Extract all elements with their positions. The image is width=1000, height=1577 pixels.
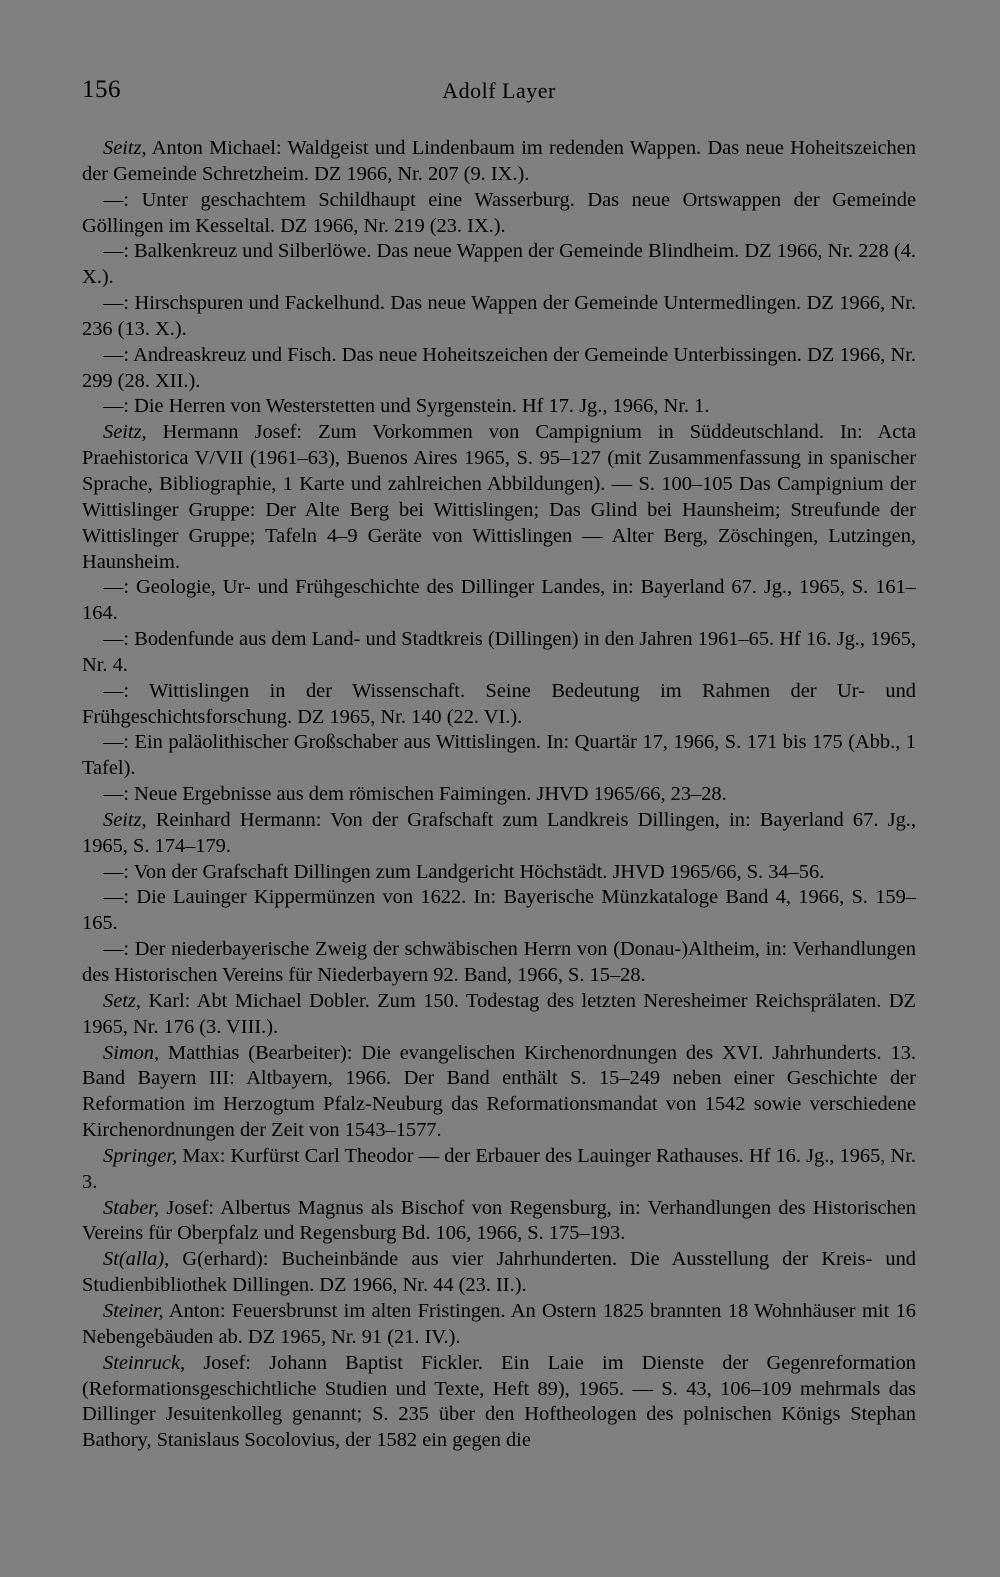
entry-text: Anton Michael: Waldgeist und Lindenbaum im redenden Wappen. Das neue Hoheitszeichen der Gemeinde Schretzheim. DZ 1966, Nr. 207 (9. IX.). [82, 137, 916, 185]
entry-text: Matthias (Bearbeiter): Die evangelischen Kirchenordnungen des XVI. Jahrhunderts. 13. Band Bayern III: Altbayern, 1966. Der Band enthält S. 15–249 neben einer Geschichte der Reformation im Herzogtum Pfalz-Neuburg das Reformationsmandat von 1542 sowie verschiedene Kirchenordnungen der Zeit von 1543–1577. [82, 1041, 916, 1142]
bibliography-entry [82, 188, 916, 240]
bibliography-entry [82, 1144, 916, 1196]
entry-text: Reinhard Hermann: Von der Grafschaft zum Landkreis Dillingen, in: Bayerland 67. Jg., 1965, S. 174–179. [82, 808, 916, 857]
running-head: Adolf Layer [442, 78, 556, 103]
bibliography-entry [82, 239, 916, 291]
bibliography-entry [82, 627, 916, 679]
entry-author: Staber, [103, 1196, 160, 1219]
page-header [82, 76, 916, 110]
bibliography-entry [82, 860, 916, 886]
entry-author: Seitz, [103, 808, 147, 831]
bibliography-entry [82, 343, 916, 395]
bibliography-list [82, 136, 916, 1454]
entry-author: Seitz, [103, 421, 147, 444]
entry-text: —: Die Herren von Westerstetten und Syrgenstein. Hf 17. Jg., 1966, Nr. 1. [103, 395, 710, 418]
entry-author: Simon, [103, 1041, 160, 1064]
entry-author: Seitz, [103, 137, 147, 159]
bibliography-entry [82, 1351, 916, 1454]
entry-author: Steinruck, [103, 1351, 186, 1374]
entry-text: —: Der niederbayerische Zweig der schwäbischen Herrn von (Donau-)Altheim, in: Verhandlungen des Historischen Vereins für Niederbayern 92. Band, 1966, S. 15–28. [82, 938, 916, 986]
bibliography-entry [82, 885, 916, 937]
bibliography-entry [82, 730, 916, 782]
entry-text: —: Ein paläolithischer Großschaber aus Wittislingen. In: Quartär 17, 1966, S. 171 bis 175 (Abb., 1 Tafel). [82, 731, 916, 780]
entry-author: Steiner, [103, 1299, 164, 1322]
page-number: 156 [82, 76, 121, 103]
bibliography-entry [82, 989, 916, 1041]
entry-text: Hermann Josef: Zum Vorkommen von Campignium in Süddeutschland. In: Acta Praehistorica V/VII (1961–63), Buenos Aires 1965, S. 95–127 (mit Zusammenfassung in spanischer Sprache, Bibliographie, 1 Karte und zahlreichen Abbildungen). — S. 100–105 Das Campignium der Wittislinger Gruppe: Der Alte Berg bei Wittislingen; Das Glind bei Haunsheim; Streufunde der Wittislinger Gruppe; Tafeln 4–9 Geräte von Wittislingen — Alter Berg, Zöschingen, Lutzingen, Haunsheim. [82, 421, 916, 573]
entry-text: —: Hirschspuren und Fackelhund. Das neue Wappen der Gemeinde Untermedlingen. DZ 1966, Nr. 236 (13. X.). [82, 292, 916, 340]
bibliography-entry [82, 1247, 916, 1299]
bibliography-entry [82, 136, 916, 188]
bibliography-entry [82, 394, 916, 420]
entry-text: —: Balkenkreuz und Silberlöwe. Das neue Wappen der Gemeinde Blindheim. DZ 1966, Nr. 228 (4. X.). [82, 240, 916, 289]
entry-text: Karl: Abt Michael Dobler. Zum 150. Todestag des letzten Neresheimer Reichsprälaten. DZ 1965, Nr. 176 (3. VIII.). [82, 989, 916, 1038]
entry-text: Anton: Feuersbrunst im alten Fristingen. An Ostern 1825 brannten 18 Wohnhäuser mit 16 Nebengebäuden ab. DZ 1965, Nr. 91 (21. IV.). [82, 1299, 916, 1348]
entry-text: —: Andreaskreuz und Fisch. Das neue Hoheitszeichen der Gemeinde Unterbissingen. DZ 1966, Nr. 299 (28. XII.). [82, 343, 916, 392]
bibliography-entry [82, 679, 916, 731]
entry-author: St(alla), [103, 1248, 170, 1271]
entry-text: —: Die Lauinger Kippermünzen von 1622. In: Bayerische Münzkataloge Band 4, 1966, S. 159–165. [82, 886, 916, 935]
bibliography-entry [82, 782, 916, 808]
entry-text: Josef: Johann Baptist Fickler. Ein Laie im Dienste der Gegenreformation (Reformationsgeschichtliche Studien und Texte, Heft 89), 1965. — S. 43, 106–109 mehrmals das Dillinger Jesuitenkolleg genannt; S. 235 über den Hoftheologen des polnischen Königs Stephan Bathory, Stanislaus Socolovius, der 1582 ein gegen die [82, 1351, 916, 1452]
entry-text: Josef: Albertus Magnus als Bischof von Regensburg, in: Verhandlungen des Historischen Vereins für Oberpfalz und Regensburg Bd. 106, 1966, S. 175–193. [82, 1196, 916, 1245]
entry-text: G(erhard): Bucheinbände aus vier Jahrhunderten. Die Ausstellung der Kreis- und Studienbibliothek Dillingen. DZ 1966, Nr. 44 (23. II.). [82, 1248, 916, 1297]
entry-text: —: Unter geschachtem Schildhaupt eine Wasserburg. Das neue Ortswappen der Gemeinde Göllingen im Kesseltal. DZ 1966, Nr. 219 (23. IX.). [82, 188, 916, 237]
bibliography-entry [82, 1041, 916, 1144]
entry-text: —: Neue Ergebnisse aus dem römischen Faimingen. JHVD 1965/66, 23–28. [103, 783, 727, 806]
bibliography-entry [82, 420, 916, 575]
entry-text: —: Von der Grafschaft Dillingen zum Landgericht Höchstädt. JHVD 1965/66, S. 34–56. [103, 860, 825, 883]
bibliography-entry [82, 1196, 916, 1248]
bibliography-entry [82, 291, 916, 343]
entry-author: Setz, [103, 989, 141, 1012]
bibliography-entry [82, 808, 916, 860]
bibliography-entry [82, 1299, 916, 1351]
entry-author: Springer, [103, 1144, 178, 1167]
bibliography-entry [82, 575, 916, 627]
entry-text: —: Bodenfunde aus dem Land- und Stadtkreis (Dillingen) in den Jahren 1961–65. Hf 16. Jg., 1965, Nr. 4. [82, 628, 916, 676]
bibliography-entry [82, 937, 916, 989]
entry-text: Max: Kurfürst Carl Theodor — der Erbauer des Lauinger Rathauses. Hf 16. Jg., 1965, Nr. 3. [82, 1144, 916, 1193]
entry-text: —: Wittislingen in der Wissenschaft. Seine Bedeutung im Rahmen der Ur- und Frühgeschichtsforschung. DZ 1965, Nr. 140 (22. VI.). [82, 679, 916, 728]
entry-text: —: Geologie, Ur- und Frühgeschichte des Dillinger Landes, in: Bayerland 67. Jg., 1965, S. 161–164. [82, 576, 916, 625]
